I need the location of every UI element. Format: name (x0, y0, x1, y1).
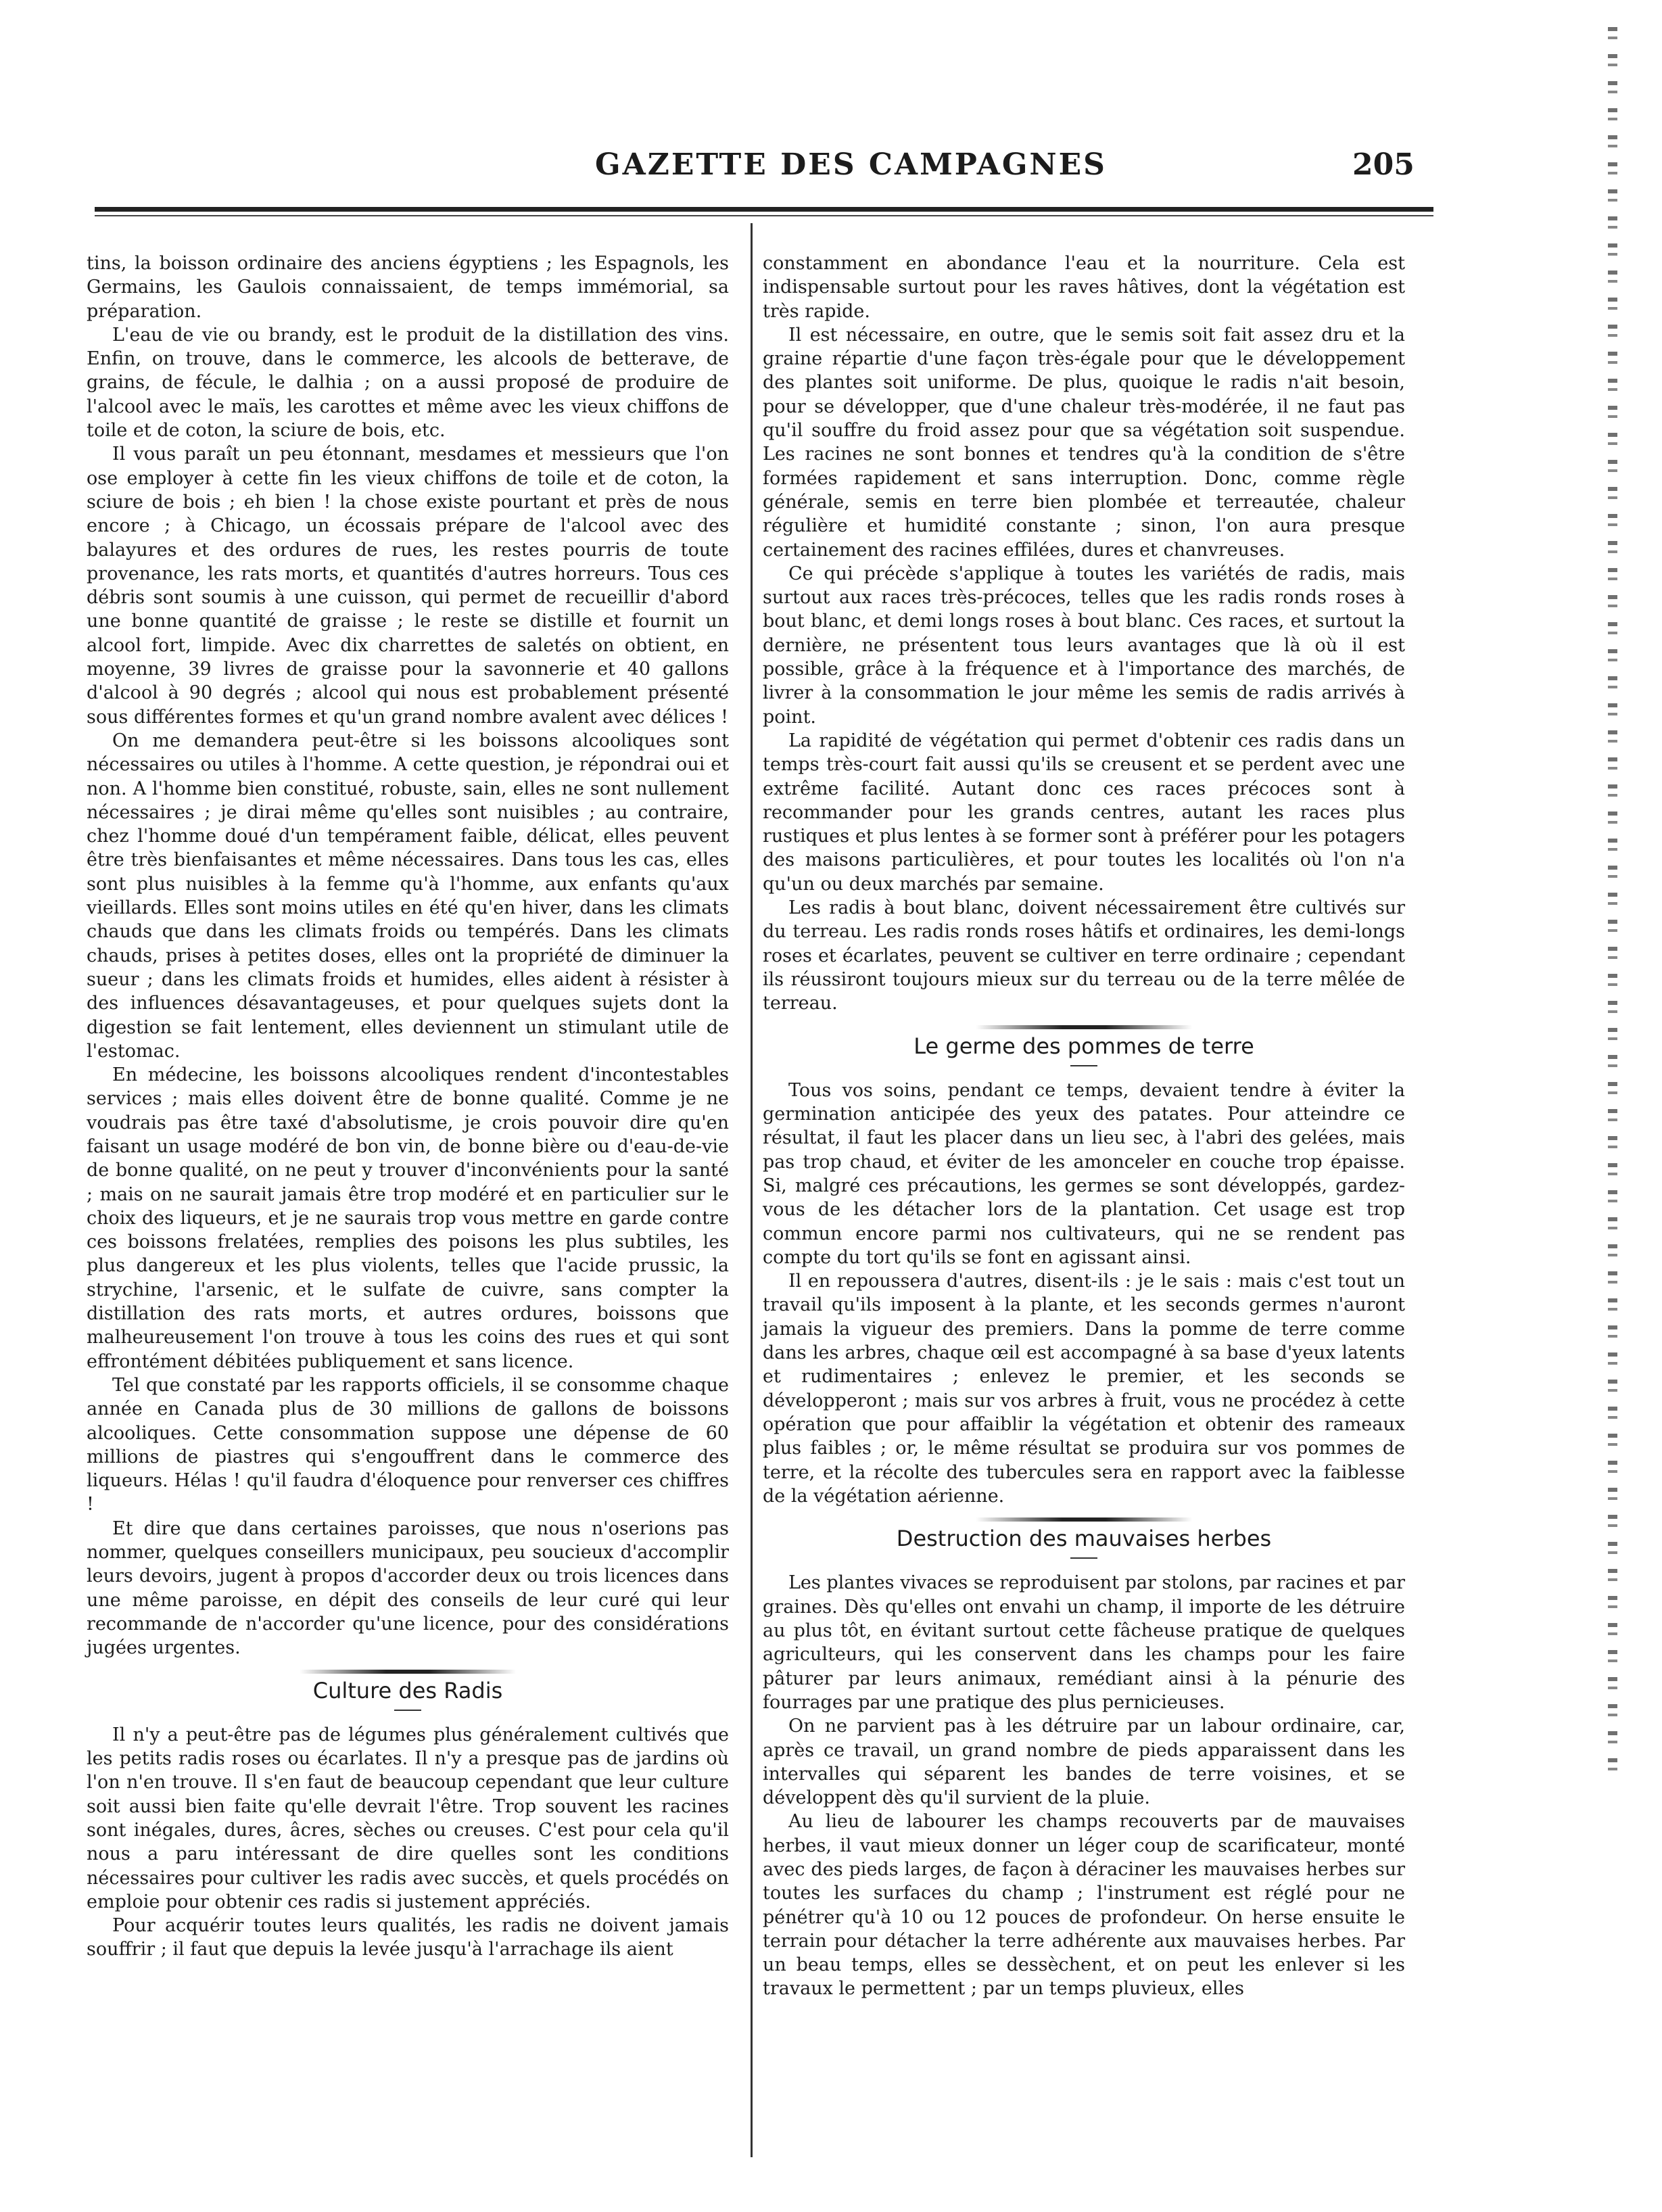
article-paragraph: tins, la boisson ordinaire des anciens égyptiens ; les Espagnols, les Germains, les Gaulois connaissaient, de temps immémorial, sa préparation. (87, 253, 729, 322)
article-paragraph: L'eau de vie ou brandy, est le produit de la distillation des vins. Enfin, on trouve, dans le commerce, les alcools de betterave, de grains, de fécule, le dalhia ; on a aussi proposé de produire de l'alcool avec le maïs, les carottes et même avec les vieux chiffons de toile et de coton, la sciure de bois, etc. (87, 324, 729, 442)
article-paragraph: On ne parvient pas à les détruire par un labour ordinaire, car, après ce travail, un grand nombre de pieds apparaissent dans les intervalles qui séparent les bandes de terre voisines, et se développent dès qu'il survient de la pluie. (763, 1716, 1405, 1809)
article-paragraph: Il vous paraît un peu étonnant, mesdames et messieurs que l'on ose employer à cette fin les vieux chiffons de toile et de coton, la sciure de bois ; eh bien ! la chose existe pourtant et près de nous encore ; à Chicago, un écossais prépare de l'alcool avec des balayures et des ordures de rues, les restes pourris de toute provenance, les rats morts, et quantités d'autres horreurs. Tous ces débris sont soumis à une cuisson, qui permet de recueillir d'abord une bonne quantité de graisse ; le reste se distille et fournit un alcool fort, limpide. Avec dix charrettes de saletés on obtient, en moyenne, 39 livres de graisse pour la savonnerie et 40 gallons d'alcool à 90 degrés ; alcool qui nous est probablement présenté sous différentes formes et qu'un grand nombre avalent avec délices ! (87, 444, 729, 728)
article-paragraph: Tel que constaté par les rapports officiels, il se consomme chaque année en Canada plus de 30 millions de gallons de boissons alcooliques. Cette consommation suppose une dépense de 60 millions de piastres qui s'engouffrent dans le commerce des liqueurs. Hélas ! qu'il faudra d'éloquence pour renverser ces chiffres ! (87, 1374, 729, 1515)
article-paragraph: Pour acquérir toutes leurs qualités, les radis ne doivent jamais souffrir ; il faut que depuis la levée jusqu'à l'arrachage ils aient (87, 1915, 729, 1960)
article-paragraph: Et dire que dans certaines paroisses, que nous n'oserions pas nommer, quelques conseillers municipaux, peu soucieux d'accomplir leurs devoirs, jugent à propos d'accorder deux ou trois licences dans une même paroisse, en dépit des conseils de leur curé qui leur recommande de n'accorder qu'une licence, pour des considérations jugées urgentes. (87, 1517, 729, 1659)
article-paragraph: Ce qui précède s'applique à toutes les variétés de radis, mais surtout aux races très-précoces, telles que les radis ronds roses à bout blanc, et demi longs roses à bout blanc. Ces races, et surtout la dernière, ne présentent tous leurs avantages que là où il est possible, grâce à la fréquence et à l'importance des marchés, de livrer à la consommation le jour même les semis de radis arrivés à point. (763, 563, 1405, 728)
page-header-title: GAZETTE DES CAMPAGNES (595, 147, 1107, 182)
header-rule (95, 207, 1433, 212)
article-paragraph: On me demandera peut-être si les boissons alcooliques sont nécessaires ou utiles à l'homme. A cette question, je répondrai oui et non. A l'homme bien constitué, robuste, sain, elles ne sont nullement nécessaires ; je dirai même qu'elles sont nuisibles ; au contraire, chez l'homme doué d'un tempérament faible, délicat, elles peuvent être très bienfaisantes et même nécessaires. Dans tous les cas, elles sont plus nuisibles à la femme qu'à l'homme, aux enfants qu'aux vieillards. Elles sont moins utiles en été qu'en hiver, dans les climats chauds que dans les climats froids ou tempérés. Dans les climats chauds, prises à petites doses, elles ont la propriété de diminuer la sueur ; dans les climats froids et humides, elles aident à résister à des influences désavantageuses, et pour quelques sujets dont la digestion se fait lentement, elles deviennent un stimulant utile de l'estomac. (87, 730, 729, 1062)
section-dash (1070, 1065, 1097, 1066)
article-paragraph: Tous vos soins, pendant ce temps, devaient tendre à éviter la germination anticipée des yeux des patates. Pour atteindre ce résultat, il faut les placer dans un lieu sec, à l'abri des gelées, mais pas trop chaud, et éviter de les amonceler en couche trop épaisse. Si, malgré ces précautions, les germes se sont développés, gardez-vous de les détacher lors de la plantation. Cet usage est trop commun encore parmi nos cultivateurs, qui ne se rendent pas compte du tort qu'ils se font en agissant ainsi. (763, 1079, 1405, 1268)
section-ornament (976, 1517, 1192, 1522)
right-column (763, 252, 1405, 2001)
article-paragraph: Il n'y a peut-être pas de légumes plus généralement cultivés que les petits radis roses ou écarlates. Il n'y a presque pas de jardins où l'on n'en trouve. Il s'en faut de beaucoup cependant que leur culture soit aussi bien faite qu'elle devrait l'être. Trop souvent les racines sont inégales, dures, âcres, sèches ou creuses. C'est pour cela qu'il nous a paru intéressant de dire quelles sont les conditions nécessaires pour cultiver les radis avec succès, et quels procédés on emploie pour obtenir ces radis si justement appréciés. (87, 1724, 729, 1912)
section-title: Le germe des pommes de terre (913, 1033, 1254, 1059)
section-dash (1070, 1557, 1097, 1559)
section-heading-destruction (763, 1517, 1405, 1559)
section-title: Culture des Radis (312, 1677, 503, 1703)
section-ornament (300, 1670, 516, 1674)
page-number: 205 (1352, 147, 1415, 182)
column-divider (751, 223, 753, 2157)
article-paragraph: constamment en abondance l'eau et la nourriture. Cela est indispensable surtout pour les raves hâtives, dont la végétation est très rapide. (763, 253, 1405, 322)
scan-edge-mark (1608, 27, 1617, 1785)
article-paragraph: Au lieu de labourer les champs recouverts par de mauvaises herbes, il vaut mieux donner un léger coup de scarificateur, monté avec des pieds larges, de façon à déraciner les mauvaises herbes sur toutes les surfaces du champ ; l'instrument est réglé pour ne pénétrer qu'à 10 ou 12 pouces de profondeur. On herse ensuite le terrain pour détacher la terre adhérente aux mauvaises herbes. Par un beau temps, elles se dessèchent, et on peut les enlever si les travaux le permettent ; par un temps pluvieux, elles (763, 1811, 1405, 2000)
article-paragraph: Il est nécessaire, en outre, que le semis soit fait assez dru et la graine répartie d'une façon très-égale pour que le développement des plantes soit uniforme. De plus, quoique le radis n'ait besoin, pour se développer, que d'une chaleur très-modérée, il ne faut pas qu'il souffre du froid assez pour que sa végétation soit suspendue. Les racines ne sont bonnes et tendres qu'à la condition de s'être formées rapidement et sans interruption. Donc, comme règle générale, semis en terre bien plombée et terreautée, chaleur régulière et humidité constante ; sinon, l'on aura presque certainement des racines effilées, dures et chanvreuses. (763, 324, 1405, 561)
section-dash (394, 1710, 421, 1711)
left-column (87, 252, 729, 1962)
section-ornament (976, 1025, 1192, 1029)
section-heading-germe (763, 1025, 1405, 1066)
header-rule-thin (95, 215, 1433, 216)
article-paragraph: Les radis à bout blanc, doivent nécessairement être cultivés sur du terreau. Les radis ronds roses hâtifs et ordinaires, les demi-longs roses et écarlates, peuvent se cultiver en terre ordinaire ; cependant ils réussiront toujours mieux sur du terreau ou de la terre mêlée de terreau. (763, 897, 1405, 1014)
article-paragraph: En médecine, les boissons alcooliques rendent d'incontestables services ; mais elles doivent être de bonne qualité. Comme je ne voudrais pas être taxé d'absolutisme, je crois pouvoir dire qu'en faisant un usage modéré de bon vin, de bonne bière ou d'eau-de-vie de bonne qualité, on ne peut y trouver d'inconvénients pour la santé ; mais on ne saurait jamais être trop modéré et en particulier sur le choix des liqueurs, et je ne saurais trop vous mettre en garde contre ces boissons frelatées, remplies des poisons les plus subtiles, les plus dangereux et les plus violents, telles que l'acide prussic, la strychine, l'arsenic, et le sulfate de cuivre, sans compter la distillation des rats morts, et autres ordures, boissons que malheureusement l'on trouve à tous les coins des rues et qui sont effrontément débitées publiquement et sans licence. (87, 1064, 729, 1372)
section-heading-radis (87, 1670, 729, 1711)
article-paragraph: Les plantes vivaces se reproduisent par stolons, par racines et par graines. Dès qu'elles ont envahi un champ, il importe de les détruire au plus tôt, en évitant surtout cette fâcheuse pratique de quelques agriculteurs, qui les conservent dans les champs pour les faire pâturer par leurs animaux, remédiant ainsi à la pénurie des fourrages par une pratique des plus pernicieuses. (763, 1572, 1405, 1713)
section-title: Destruction des mauvaises herbes (896, 1526, 1272, 1552)
article-paragraph: Il en repoussera d'autres, disent-ils : je le sais : mais c'est tout un travail qu'ils imposent à la plante, et les seconds germes n'auront jamais la vigueur des premiers. Dans la pomme de terre comme dans les arbres, chaque œil est accompagné à sa base d'yeux latents et rudimentaires ; enlevez le premier, et les seconds se développeront ; mais sur vos arbres à fruit, vous ne procédez à cette opération que pour affaiblir la végétation et obtenir des rameaux plus faibles ; or, le même résultat se produira sur vos pommes de terre, et la récolte des tubercules sera en rapport avec la faiblesse de la végétation aérienne. (763, 1271, 1405, 1507)
article-paragraph: La rapidité de végétation qui permet d'obtenir ces radis dans un temps très-court fait aussi qu'ils se creusent et se perdent avec une extrême facilité. Autant donc ces races précoces sont à recommander pour les grands centres, autant les races plus rustiques et plus lentes à se former sont à préférer pour les potagers des maisons particulières, et pour toutes les localités où l'on n'a qu'un ou deux marchés par semaine. (763, 730, 1405, 895)
